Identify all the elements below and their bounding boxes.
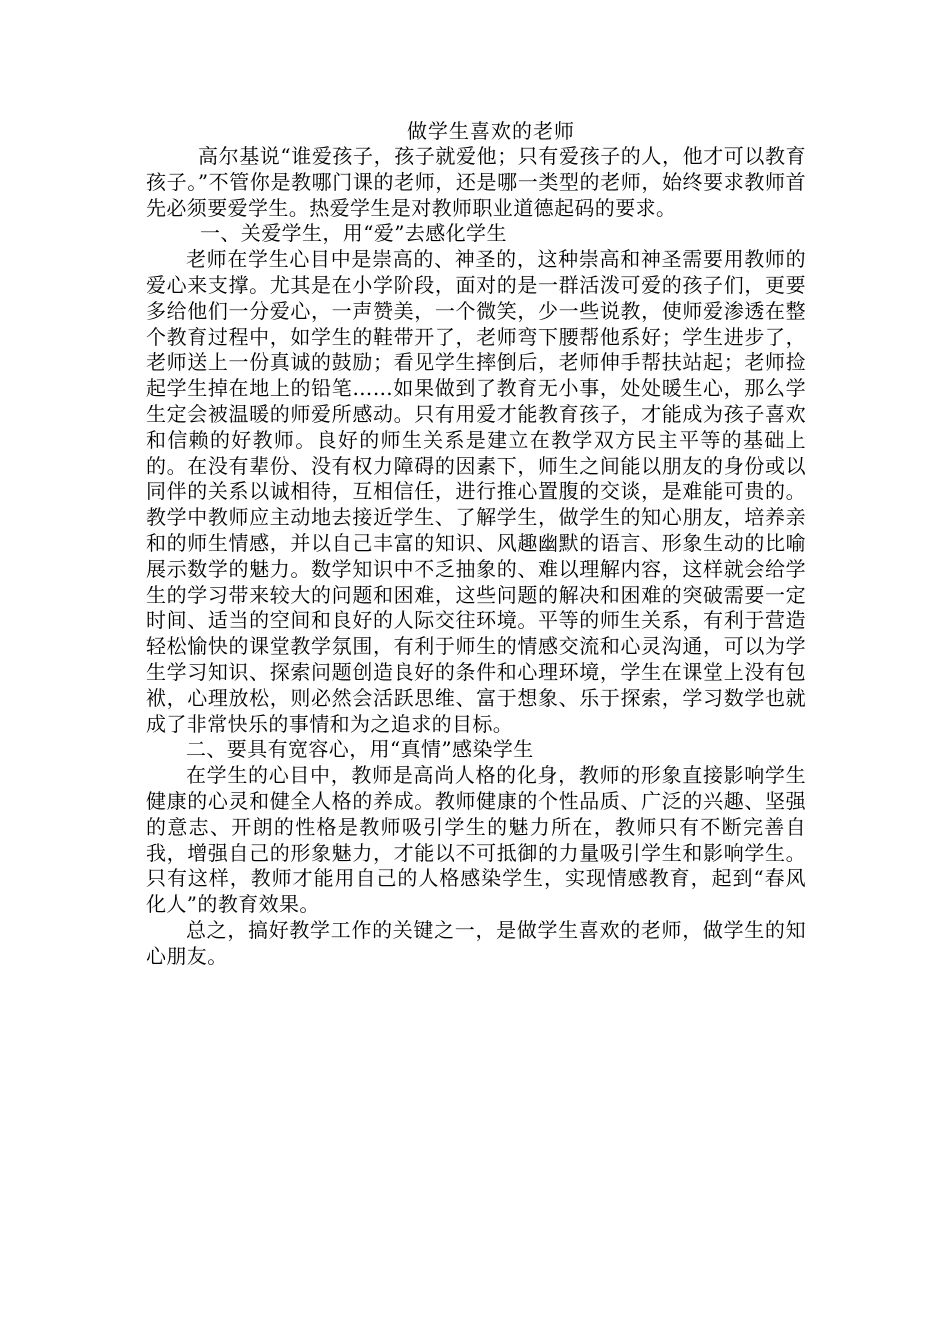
- section-1-paragraph: 老师在学生心目中是崇高的、神圣的，这种崇高和神圣需要用教师的爱心来支撑。尤其是在小学阶段，面对的是一群活泼可爱的孩子们，更要多给他们一分爱心，一声赞美，一个微笑，少一些说教，使师爱渗透在整个教育过程中，如学生的鞋带开了，老师弯下腰帮他系好；学生进步了，老师送上一份真诚的鼓励；看见学生摔倒后，老师伸手帮扶站起；老师捡起学生掉在地上的铅笔……如果做到了教育无小事，处处暖生心，那么学生定会被温暖的师爱所感动。只有用爱才能教育孩子，才能成为孩子喜欢和信赖的好教师。良好的师生关系是建立在教学双方民主平等的基础上的。在没有辈份、没有权力障碍的因素下，师生之间能以朋友的身份或以同伴的关系以诚相待，互相信任，进行推心置腹的交谈，是难能可贵的。教学中教师应主动地去接近学生、了解学生，做学生的知心朋友，培养亲和的师生情感，并以自己丰富的知识、风趣幽默的语言、形象生动的比喻展示数学的魅力。数学知识中不乏抽象的、难以理解内容，这样就会给学生的学习带来较大的问题和困难，这些问题的解决和困难的突破需要一定时间、适当的空间和良好的人际交往环境。平等的师生关系，有利于营造轻松愉快的课堂教学氛围，有利于师生的情感交流和心灵沟通，可以为学生学习知识、探索问题创造良好的条件和心理环境，学生在课堂上没有包袱，心理放松，则必然会活跃思维、富于想象、乐于探索，学习数学也就成了非常快乐的事情和为之追求的目标。: [146, 247, 806, 736]
- document-page: [146, 118, 806, 970]
- section-1-heading: 一、关爱学生，用“爱”去感化学生: [200, 221, 507, 246]
- section-2-paragraph: 在学生的心目中，教师是高尚人格的化身，教师的形象直接影响学生健康的心灵和健全人格的养成。教师健康的个性品质、广泛的兴趣、坚强的意志、开朗的性格是教师吸引学生的魅力所在，教师只有不断完善自我，增强自己的形象魅力，才能以不可抵御的力量吸引学生和影响学生。只有这样，教师才能用自己的人格感染学生，实现情感教育，起到“春风化人”的教育效果。: [146, 763, 806, 917]
- section-2-heading: 二、要具有宽容心，用“真情”感染学生: [186, 737, 534, 762]
- conclusion-paragraph: 总之，搞好教学工作的关键之一，是做学生喜欢的老师，做学生的知心朋友。: [146, 917, 806, 968]
- intro-paragraph: 高尔基说“谁爱孩子，孩子就爱他；只有爱孩子的人，他才可以教育孩子。”不管你是教哪门课的老师，还是哪一类型的老师，始终要求教师首先必须要爱学生。热爱学生是对教师职业道德起码的要求。: [146, 144, 806, 220]
- document-title: 做学生喜欢的老师: [407, 119, 575, 143]
